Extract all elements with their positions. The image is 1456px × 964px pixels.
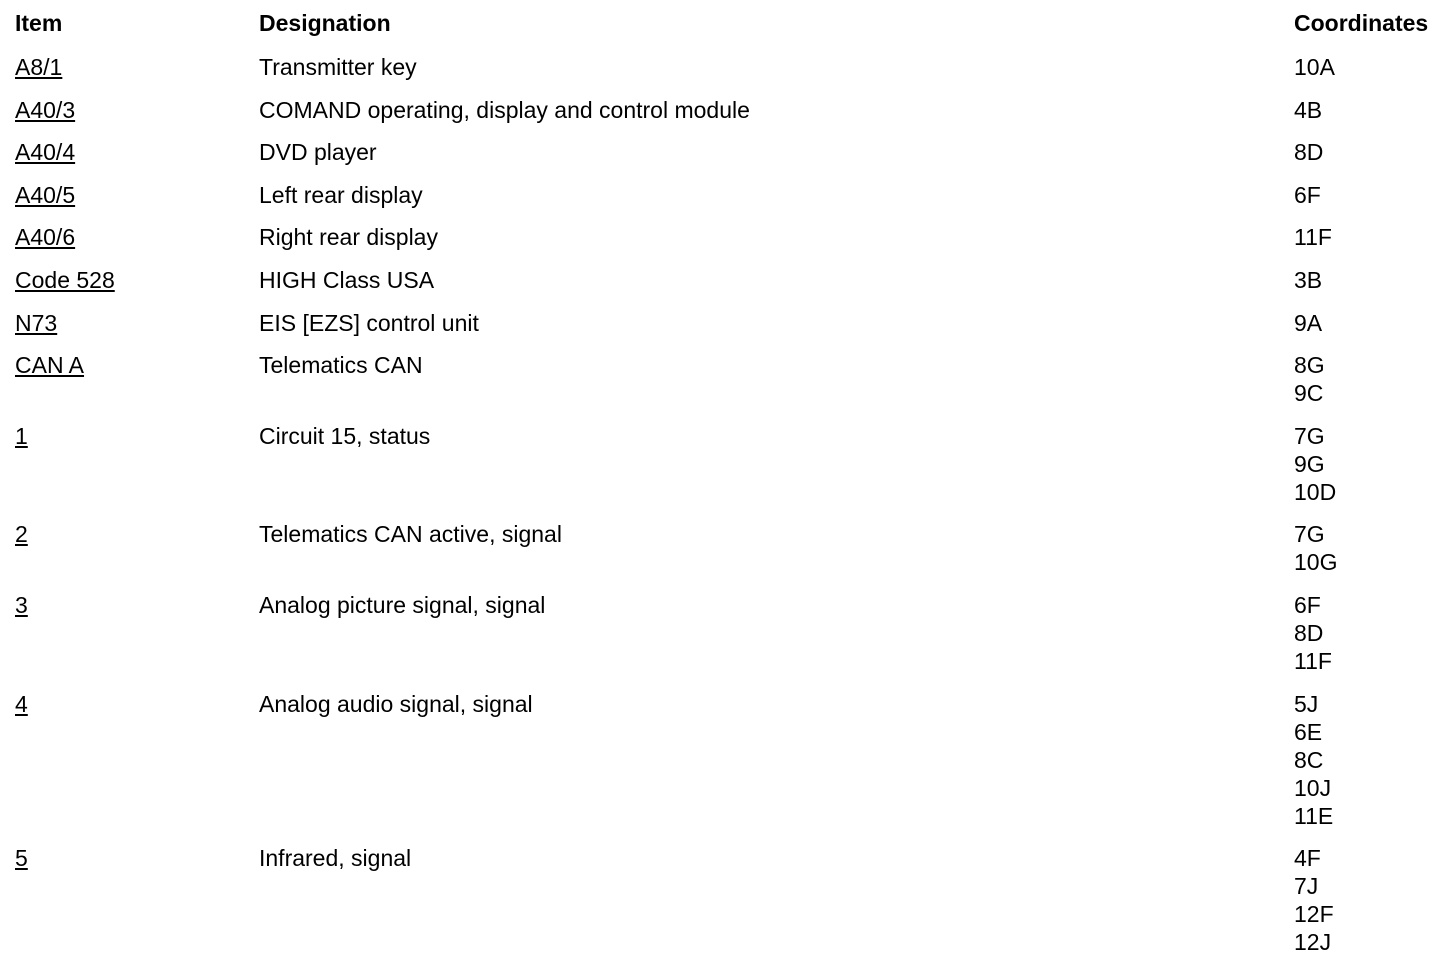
coordinate-value: 9G: [1294, 450, 1325, 477]
item-link[interactable]: 5: [15, 845, 28, 872]
coordinate-value: 11E: [1294, 802, 1334, 829]
designation-text: Telematics CAN: [259, 352, 423, 379]
coordinates-cell: [1294, 223, 1332, 251]
item-link[interactable]: 2: [15, 521, 28, 548]
table-row: [0, 309, 1456, 352]
coordinate-value: 8G: [1294, 352, 1325, 379]
coordinate-value: 10G: [1294, 549, 1338, 576]
coordinates-cell: [1294, 690, 1333, 830]
item-link[interactable]: CAN A: [15, 352, 85, 379]
coordinates-cell: [1294, 181, 1321, 209]
coordinate-value: 8D: [1294, 139, 1324, 166]
item-link[interactable]: Code 528: [15, 266, 115, 293]
coordinates-cell: [1294, 138, 1323, 166]
table-body: [0, 53, 1456, 964]
table-row: [0, 181, 1456, 224]
coordinate-value: 4F: [1294, 845, 1321, 872]
coordinate-value: 4B: [1294, 96, 1323, 123]
coordinate-value: 3B: [1294, 266, 1323, 293]
header-item: Item: [15, 10, 63, 36]
designation-text: Circuit 15, status: [259, 422, 431, 449]
designation-text: Telematics CAN active, signal: [259, 521, 562, 548]
coordinate-value: 5J: [1294, 690, 1319, 717]
designation-text: Infrared, signal: [259, 845, 412, 872]
coordinate-value: 8D: [1294, 619, 1324, 646]
designation-text: Analog picture signal, signal: [259, 591, 546, 618]
coordinate-value: 9C: [1294, 380, 1324, 407]
coordinate-value: 7G: [1294, 521, 1325, 548]
item-link[interactable]: 4: [15, 690, 28, 717]
coordinate-value: 8C: [1294, 746, 1324, 773]
table-row: [0, 690, 1456, 845]
coordinates-cell: [1294, 422, 1336, 506]
coordinates-cell: [1294, 351, 1325, 407]
coordinate-value: 10D: [1294, 478, 1337, 505]
coordinates-cell: [1294, 53, 1335, 81]
coordinate-value: 6F: [1294, 591, 1321, 618]
coordinates-cell: [1294, 520, 1337, 576]
header-designation: Designation: [259, 10, 391, 36]
table-header: [0, 10, 1456, 40]
table-row: [0, 520, 1456, 591]
designation-text: Analog audio signal, signal: [259, 690, 533, 717]
coordinate-value: 7G: [1294, 422, 1325, 449]
designation-text: Right rear display: [259, 224, 438, 251]
coordinates-cell: [1294, 844, 1334, 956]
item-link[interactable]: N73: [15, 309, 58, 336]
table-row: [0, 223, 1456, 266]
table-row: [0, 96, 1456, 139]
coordinate-value: 6E: [1294, 718, 1323, 745]
item-link[interactable]: A40/6: [15, 224, 76, 251]
item-link[interactable]: 1: [15, 422, 28, 449]
designation-text: COMAND operating, display and control module: [259, 96, 750, 123]
header-coordinates: Coordinates: [1294, 10, 1429, 36]
designation-text: HIGH Class USA: [259, 266, 435, 293]
coordinates-cell: [1294, 96, 1322, 124]
coordinate-value: 10J: [1294, 774, 1332, 801]
coordinates-cell: [1294, 309, 1322, 337]
coordinate-value: 12F: [1294, 901, 1334, 928]
coordinates-cell: [1294, 591, 1332, 675]
table-row: [0, 138, 1456, 181]
designation-text: Left rear display: [259, 181, 423, 208]
coordinate-value: 9A: [1294, 309, 1323, 336]
table-row: [0, 591, 1456, 690]
coordinate-value: 6F: [1294, 181, 1321, 208]
item-link[interactable]: A40/3: [15, 96, 76, 123]
coordinate-value: 12J: [1294, 929, 1332, 956]
item-link[interactable]: A8/1: [15, 54, 63, 80]
coordinate-value: 7J: [1294, 873, 1319, 900]
item-link[interactable]: A40/4: [15, 139, 76, 166]
coordinate-value: 11F: [1294, 224, 1332, 251]
coordinate-value: 11F: [1294, 647, 1332, 674]
item-link[interactable]: 3: [15, 591, 28, 618]
coordinate-value: 10A: [1294, 54, 1335, 80]
table-row: [0, 53, 1456, 96]
table-row: [0, 266, 1456, 309]
coordinates-cell: [1294, 266, 1322, 294]
item-link[interactable]: A40/5: [15, 181, 76, 208]
table-row: [0, 422, 1456, 521]
designation-text: DVD player: [259, 139, 377, 166]
designation-text: Transmitter key: [259, 54, 417, 80]
table-row: [0, 351, 1456, 422]
table-row: [0, 844, 1456, 964]
designation-text: EIS [EZS] control unit: [259, 309, 479, 336]
